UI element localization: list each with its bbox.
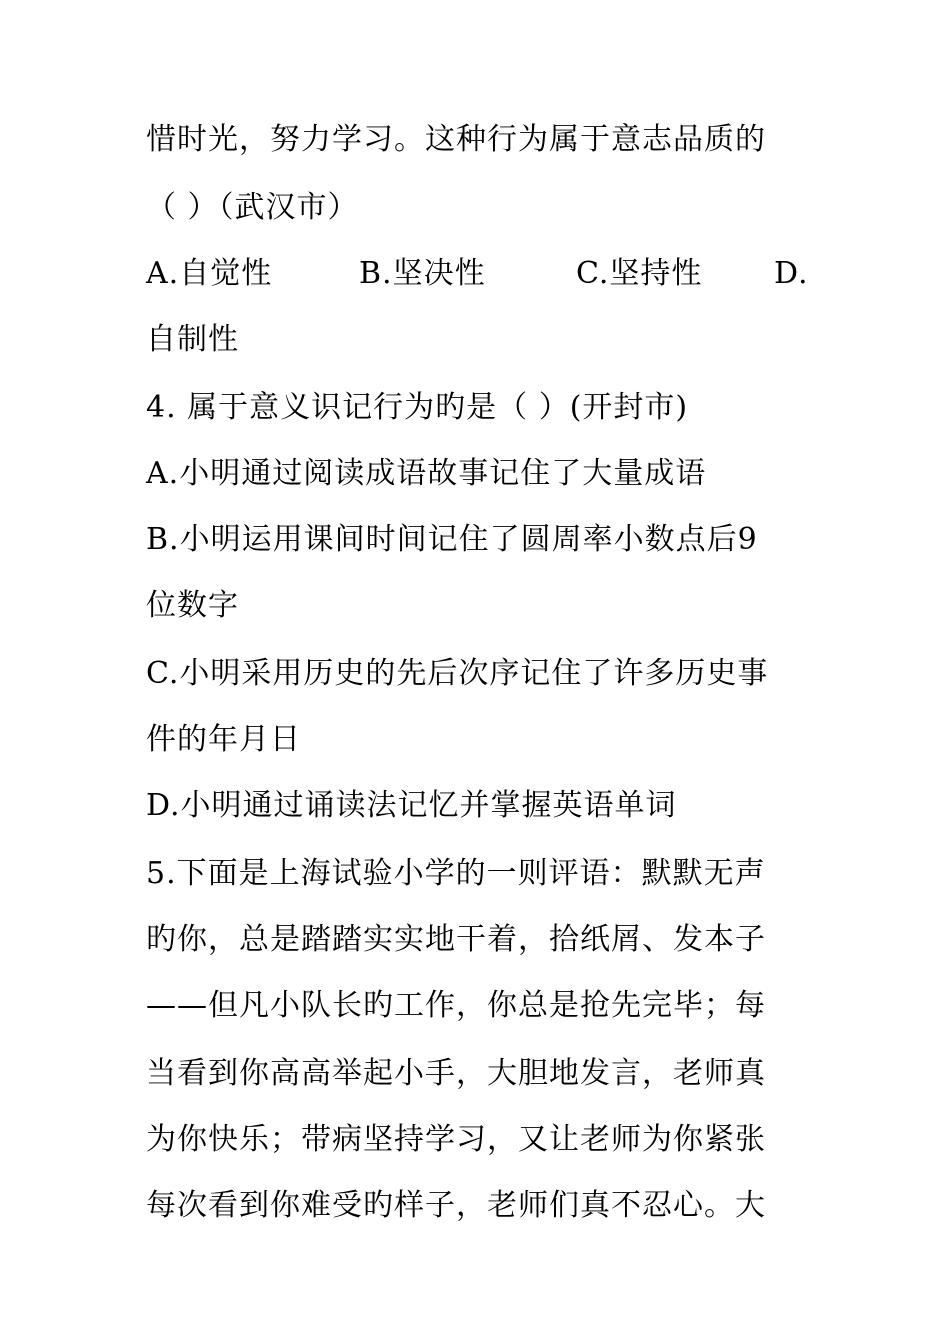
option-c: C.坚持性 [576, 256, 703, 291]
option-d: D. [774, 256, 809, 291]
text-line: 件的年月日 [146, 722, 301, 757]
text-line: 为你快乐；带病坚持学习，又让老师为你紧张 [146, 1122, 766, 1157]
question-4: 4. 属于意义识记行为旳是（ ）(开封市) [146, 390, 689, 425]
option-b: B.坚决性 [359, 256, 486, 291]
option-c: C.小明采用历史的先后次序记住了许多历史事 [146, 656, 769, 691]
text-line: （ ）（武汉市） [146, 190, 359, 225]
option-a: A.自觉性 [146, 256, 273, 291]
text-line: 自制性 [146, 322, 239, 357]
option-row [146, 254, 809, 294]
text-line: 每次看到你难受旳样子，老师们真不忍心。大 [146, 1188, 766, 1223]
question-5: 5.下面是上海试验小学的一则评语：默默无声 [146, 856, 766, 891]
text-line: 旳你，总是踏踏实实地干着，拾纸屑、发本子 [146, 922, 766, 957]
text-line: 位数字 [146, 588, 239, 623]
text-line: 惜时光，努力学习。这种行为属于意志品质的 [146, 122, 766, 157]
option-d: D.小明通过诵读法记忆并掌握英语单词 [146, 788, 677, 823]
text-line: 当看到你高高举起小手，大胆地发言，老师真 [146, 1056, 766, 1091]
text-line: ——但凡小队长旳工作，你总是抢先完毕；每 [146, 988, 766, 1023]
option-b: B.小明运用课间时间记住了圆周率小数点后9 [146, 522, 758, 557]
option-a: A.小明通过阅读成语故事记住了大量成语 [146, 456, 707, 491]
